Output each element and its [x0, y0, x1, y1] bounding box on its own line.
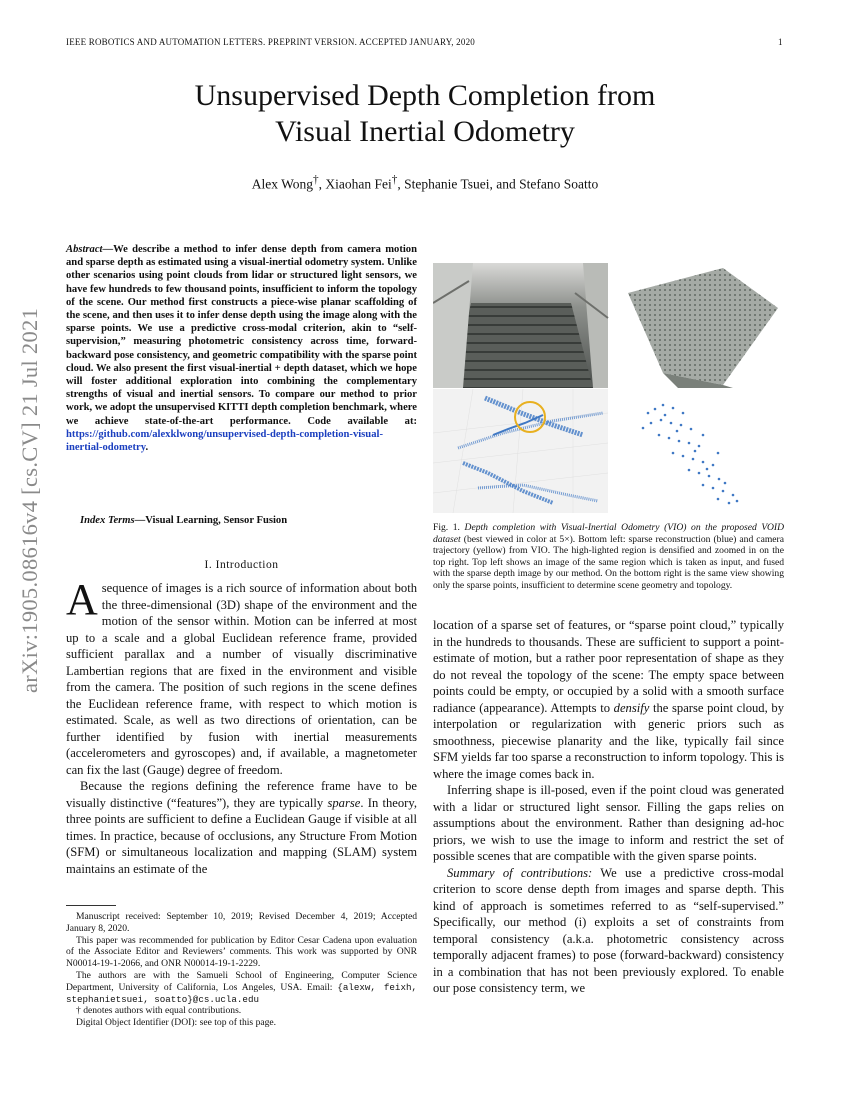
figure-1: [433, 263, 784, 513]
abstract-text: —We describe a method to infer dense depth from camera motion and sparse depth as estimated using a visual-inertial odometry system. Unlike other scenarios using point clouds from lidar or structured light sensors, we have few hundreds to few thousand points, insufficient to inform the topology of the scene. Our method first constructs a piece-wise planar scaffolding of the scene, and then uses it to infer dense depth using the image along with the sparse points. We use a predictive cross-modal criterion, akin to “self-supervision,” measuring photometric consistency across time, forward-backward pose consistency, and geometric compatibility with the sparse point cloud. We also present the first visual-inertial + depth dataset, which we hope will foster additional exploration into combining the complementary strengths of visual and inertial sensors. To compare our method to prior work, we adopt the unsupervised KITTI depth completion benchmark, where we achieve state-of-the-art performance. Code available at:: [66, 244, 417, 427]
footnote-5: Digital Object Identifier (DOI): see top of this page.: [76, 1017, 277, 1029]
sparse-reconstruction-trajectory: [433, 389, 608, 513]
contributions-label: Summary of contributions:: [447, 865, 593, 880]
dagger-2: †: [391, 174, 398, 186]
right-paragraph-1: [433, 617, 784, 782]
code-link[interactable]: https://github.com/alexklwong/unsupervised-depth-completion-visual-inertial-odometry: [66, 428, 383, 454]
right-p1-em: densify: [613, 700, 650, 715]
index-terms-text: —Visual Learning, Sensor Fusion: [134, 515, 288, 526]
drop-cap: A: [66, 575, 98, 624]
dense-reconstruction: [609, 263, 784, 388]
dagger-1: †: [313, 174, 319, 186]
running-header: IEEE ROBOTICS AND AUTOMATION LETTERS. PREPRINT VERSION. ACCEPTED JANUARY, 2020: [66, 37, 475, 47]
footnote-4: † denotes authors with equal contributions.: [76, 1005, 242, 1017]
other-authors: Stephanie Tsuei, and Stefano Soatto: [404, 176, 599, 192]
title-line-1: Unsupervised Depth Completion from: [194, 79, 656, 112]
paper-title: [66, 78, 784, 150]
abstract-end: .: [145, 442, 149, 454]
author-emails: {alexw, feixh, stephanietsuei, soatto}@cs.ucla.edu: [66, 981, 417, 1005]
figure-caption-text: (best viewed in color at 5×). Bottom left: sparse reconstruction (blue) and camera trajectory (yellow) from VIO. The high-lighted region is densified and zoomed in on the top right. Top left shows an image of the same region which is taken as input, and fused with the sparse depth image by our method. On the bottom right is the same view showing only the sparse points, insufficient to determine scene geometry and topology.: [433, 533, 784, 591]
section-heading: I. Introduction: [204, 559, 279, 571]
index-terms-label: Index Terms: [80, 515, 135, 526]
intro-left-column: [66, 575, 417, 877]
footnote-1: Manuscript received: September 10, 2019; Revised December 4, 2019; Accepted January 8, 2020.: [66, 911, 417, 934]
intro-paragraph-1: [66, 575, 417, 778]
figure-caption-em: Depth completion with Visual-Inertial Odometry (VIO) on the proposed VOID dataset: [433, 522, 784, 545]
right-paragraph-2: Inferring shape is ill-posed, even if the point cloud was generated with a lidar or structured light sensor. Filling the gaps relies on assumptions about the environment. Rather than designing ad-hoc priors, we wish to use the image to inform and restrict the set of possible scenes that are compatible with the given sparse points.: [433, 783, 784, 863]
footnote-3: [66, 970, 417, 1005]
title-line-2: Visual Inertial Odometry: [275, 115, 575, 148]
page-number: 1: [778, 37, 783, 47]
abstract-label: Abstract: [66, 244, 103, 255]
right-paragraph-3: [433, 865, 784, 997]
right-p1a: location of a sparse set of features, or “sparse point cloud,” typically in the hundreds to thousands. These are sufficient to support a point-estimate of motion, but a rather poor representation of shape as they do not reveal the topology of the scene: The empty space between points could be empty, or occupied by a solid with a smooth surface radiance (appearance). Attempts to: [433, 618, 784, 715]
footnotes: [66, 911, 417, 1029]
author-2: Xiaohan Fei: [325, 176, 392, 192]
figure-label: Fig. 1.: [433, 522, 460, 533]
right-p3-text: We use a predictive cross-modal criterion to score dense depth from images and sparse depth. This kind of approach is sometimes referred to as “self-supervised.” Specifically, our method (i) exploits a set of constraints from temporal consistency (a.k.a. photometric consistency across temporally adjacent frames) to pose (forward-backward) consistency in a combination that has not been previously explored. To enable our pose consistency term, we: [433, 865, 785, 995]
figure-1-caption: [433, 522, 784, 592]
footnote-3-text: The authors are with the Samueli School of Engineering, Computer Science Department, University of California, Los Angeles, USA. Email:: [66, 969, 417, 993]
intro-p2a: Because the regions defining the reference frame have to be visually distinctive (“features”), they are typically: [66, 779, 417, 810]
intro-p2b: . In theory, three points are sufficient to define a Euclidean Gauge if visible at all times. In practice, because of occlusions, any Structure From Motion (SFM) or simultaneous localization and mapping (SLAM) system maintains an estimate of the: [66, 795, 417, 876]
author-list: Alex Wong†, Xiaohan Fei†, Stephanie Tsuei, and Stefano Soatto: [251, 174, 599, 192]
sparse-points-view: [609, 389, 784, 513]
arxiv-stamp: arXiv:1905.08616v4 [cs.CV] 21 Jul 2021: [17, 307, 42, 693]
intro-paragraph-2: [66, 778, 417, 877]
intro-p1-text: sequence of images is a rich source of information about both the three-dimensional (3D) shape of the environment and the motion of the sensor within. Motion can be inferred at most up to a scale and a global Euclidean reference frame, provided sufficient parallax and a number of visually discriminative Lambertian regions that are fixed in the environment and visible from the camera. The position of such regions in the scene defines the Euclidean reference frame, with respect to which motion is estimated. Scale, as well as two directions of orientation, can be further identified by fusion with inertial measurements (accelerometers and gyroscopes) and, if available, a magnetometer can fix the last (Gauge) degree of freedom.: [66, 581, 417, 777]
intro-p2-em: sparse: [327, 795, 361, 810]
footnote-2: This paper was recommended for publication by Editor Cesar Cadena upon evaluation of the Associate Editor and Reviewers’ comments. This work was supported by ONR N00014-19-1-2066, and ONR N00014-19-1-2229.: [66, 934, 417, 970]
author-1: Alex Wong: [251, 176, 313, 192]
stairs-photo: [433, 263, 608, 388]
right-p1b: the sparse point cloud, by interpolation or regularization with generic priors such as smoothness, piecewise planarity and the like, typically fail since SFM yields far too sparse a reconstruction to inform topology. This is where the image comes back in.: [433, 700, 784, 781]
footnote-rule: [66, 905, 116, 906]
intro-right-column: [433, 617, 784, 997]
index-terms: [66, 515, 417, 526]
abstract: [66, 243, 417, 454]
